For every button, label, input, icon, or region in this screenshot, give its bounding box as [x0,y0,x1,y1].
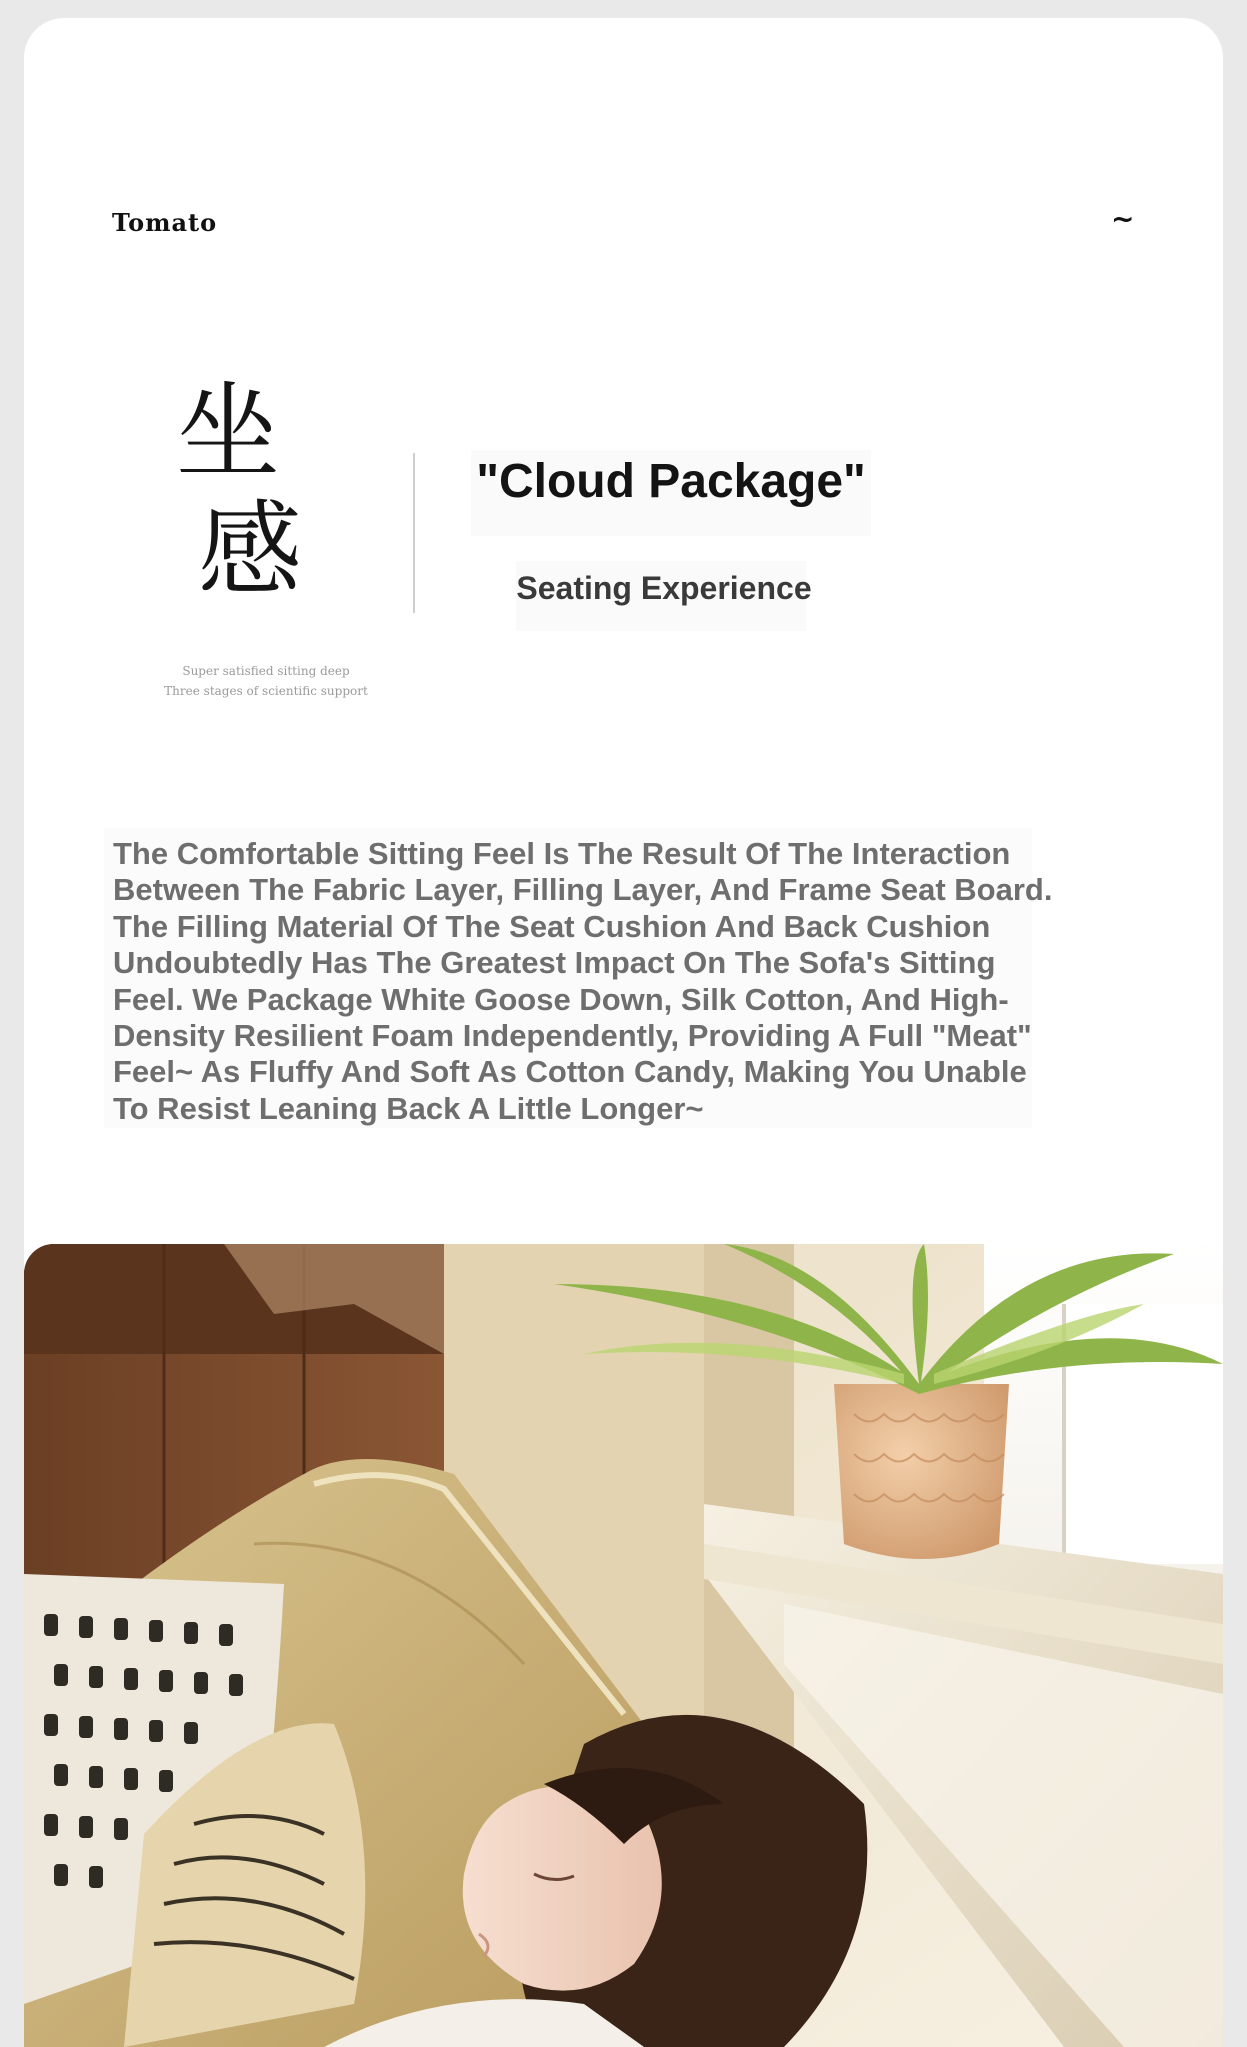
cjk-title-char-1: 坐 [176,371,281,493]
title-subline-1: Super satisfied sitting deep [182,664,350,678]
page-heading: "Cloud Package" [476,455,866,508]
description-paragraph: The Comfortable Sitting Feel Is The Result Of The Interaction Between The Fabric Layer, Filling Layer, And Frame Seat Board. The Filling Material Of The Seat Cushion And Back Cushion Undoubtedly Has The Greatest Impact On The Sofa's Sitting Feel. We Package White Goose Down, Silk Cotton, And High-Density Resilient Foam Independently, Providing A Full "Meat" Feel~ As Fluffy And Soft As Cotton Candy, Making You Unable To Resist Leaning Back A Little Longer~ [113,836,1053,1126]
page-subheading: Seating Experience [516,570,812,606]
title-subline-2: Three stages of scientific support [164,684,368,698]
product-card [24,18,1223,2047]
lifestyle-photo [24,1244,1223,2047]
tilde-mark: ~ [1111,202,1135,235]
sofa-scene-illustration [24,1244,1223,2047]
vertical-divider [413,453,415,613]
cjk-title-char-2: 感 [198,489,303,611]
brand-logo: Tomato [112,208,218,237]
